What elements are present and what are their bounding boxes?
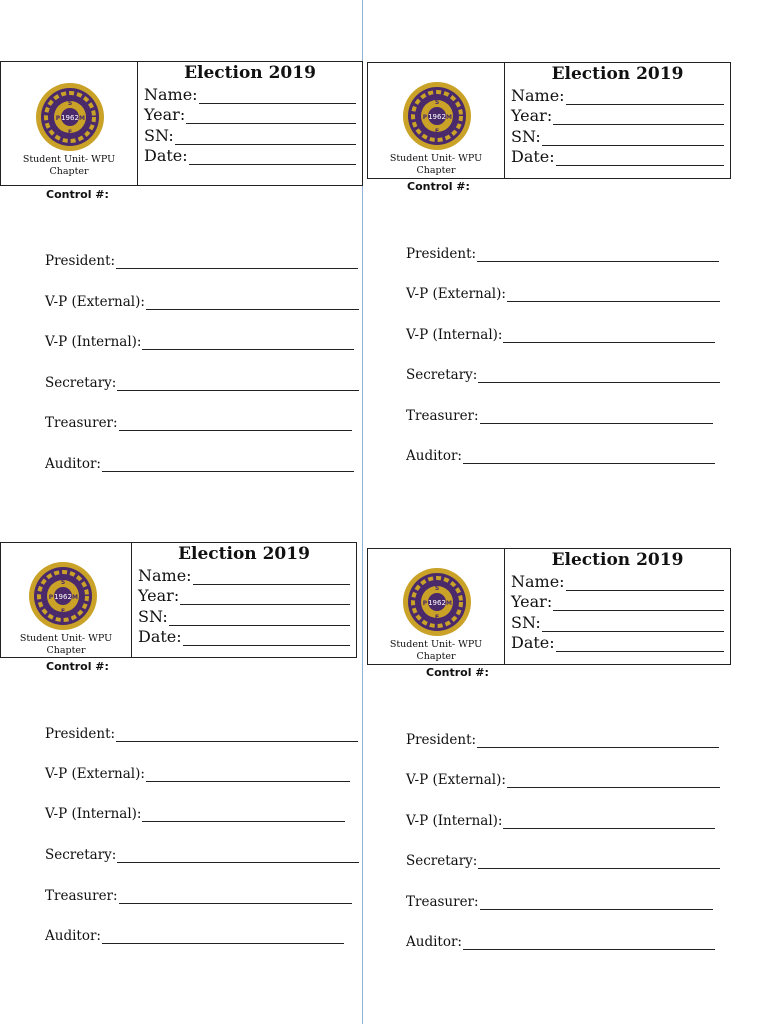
voter-fields [505,63,730,178]
office-secretary[interactable]: Secretary: [406,851,720,869]
office-secretary[interactable]: Secretary: [406,365,720,383]
office-president[interactable]: President: [45,251,358,269]
year-field[interactable]: Year: [511,591,724,612]
org-name: Student Unit- WPU Chapter [389,153,483,176]
svg-text:P: P [48,594,54,601]
svg-text:E: E [60,608,66,615]
svg-text:E: E [434,614,440,621]
office-treasurer[interactable]: Treasurer: [406,406,713,424]
svg-text:M: M [72,594,78,601]
office-treasurer[interactable]: Treasurer: [45,886,352,904]
svg-text:1962: 1962 [428,113,446,121]
org-seal-icon [35,82,105,152]
office-treasurer[interactable]: Treasurer: [406,892,713,910]
office-vp-external[interactable]: V-P (External): [45,764,350,782]
logo-cell [368,549,505,664]
svg-text:P: P [422,600,428,607]
name-field[interactable]: Name: [138,564,350,585]
svg-text:P: P [422,114,428,121]
office-auditor[interactable]: Auditor: [45,454,354,472]
office-secretary[interactable]: Secretary: [45,845,359,863]
office-auditor[interactable]: Auditor: [45,926,344,944]
control-number-label: Control #: [426,666,489,679]
ballot-top-right [367,62,731,532]
svg-text:P: P [55,115,61,122]
org-seal-icon [28,561,98,631]
org-name: Student Unit- WPU Chapter [22,154,116,177]
office-president[interactable]: President: [406,730,719,748]
control-number-label: Control #: [46,188,109,201]
org-name: Student Unit- WPU Chapter [19,633,113,656]
control-number-label: Control #: [46,660,109,673]
ballot-header [367,62,731,179]
svg-text:M: M [79,115,85,122]
svg-text:E: E [434,128,440,135]
office-president[interactable]: President: [406,244,719,262]
name-field[interactable]: Name: [511,570,724,591]
svg-text:1962: 1962 [428,599,446,607]
svg-text:1962: 1962 [61,114,79,122]
ballot-header [367,548,731,665]
svg-text:S: S [434,99,440,106]
ballot-bottom-right [367,548,731,1018]
office-auditor[interactable]: Auditor: [406,446,715,464]
election-title: Election 2019 [184,63,316,83]
date-field[interactable]: Date: [144,145,356,166]
org-seal-icon [402,81,472,151]
office-vp-external[interactable]: V-P (External): [406,770,720,788]
org-seal-icon [402,567,472,637]
office-treasurer[interactable]: Treasurer: [45,413,352,431]
logo-cell [368,63,505,178]
election-title: Election 2019 [551,64,684,84]
office-vp-external[interactable]: V-P (External): [406,284,720,302]
sn-field[interactable]: SN: [138,605,350,626]
logo-cell [1,62,138,185]
office-vp-internal[interactable]: V-P (Internal): [406,811,715,829]
svg-text:M: M [446,114,452,121]
voter-fields [132,543,356,657]
date-field[interactable]: Date: [138,626,350,647]
year-field[interactable]: Year: [138,585,350,606]
name-field[interactable]: Name: [511,84,724,105]
svg-text:E: E [67,129,73,136]
ballot-header [0,542,357,658]
svg-text:S: S [434,585,440,592]
office-auditor[interactable]: Auditor: [406,932,715,950]
ballot-top-left [0,61,362,531]
sn-field[interactable]: SN: [511,611,724,632]
org-name: Student Unit- WPU Chapter [389,639,483,662]
voter-fields [138,62,362,185]
election-title: Election 2019 [178,544,310,564]
date-field[interactable]: Date: [511,146,724,167]
sn-field[interactable]: SN: [144,124,356,145]
svg-text:M: M [446,600,452,607]
office-vp-internal[interactable]: V-P (Internal): [45,804,345,822]
office-president[interactable]: President: [45,724,358,742]
year-field[interactable]: Year: [511,105,724,126]
office-vp-internal[interactable]: V-P (Internal): [45,332,354,350]
ballot-header [0,61,363,186]
office-secretary[interactable]: Secretary: [45,373,359,391]
logo-cell [1,543,132,657]
ballot-bottom-left [0,542,362,1012]
year-field[interactable]: Year: [144,104,356,125]
office-vp-internal[interactable]: V-P (Internal): [406,325,715,343]
election-title: Election 2019 [551,550,684,570]
svg-text:S: S [60,579,66,586]
voter-fields [505,549,730,664]
date-field[interactable]: Date: [511,632,724,653]
svg-text:1962: 1962 [54,593,72,601]
office-vp-external[interactable]: V-P (External): [45,292,359,310]
name-field[interactable]: Name: [144,83,356,104]
svg-text:S: S [67,100,73,107]
control-number-label: Control #: [407,180,470,193]
sn-field[interactable]: SN: [511,125,724,146]
